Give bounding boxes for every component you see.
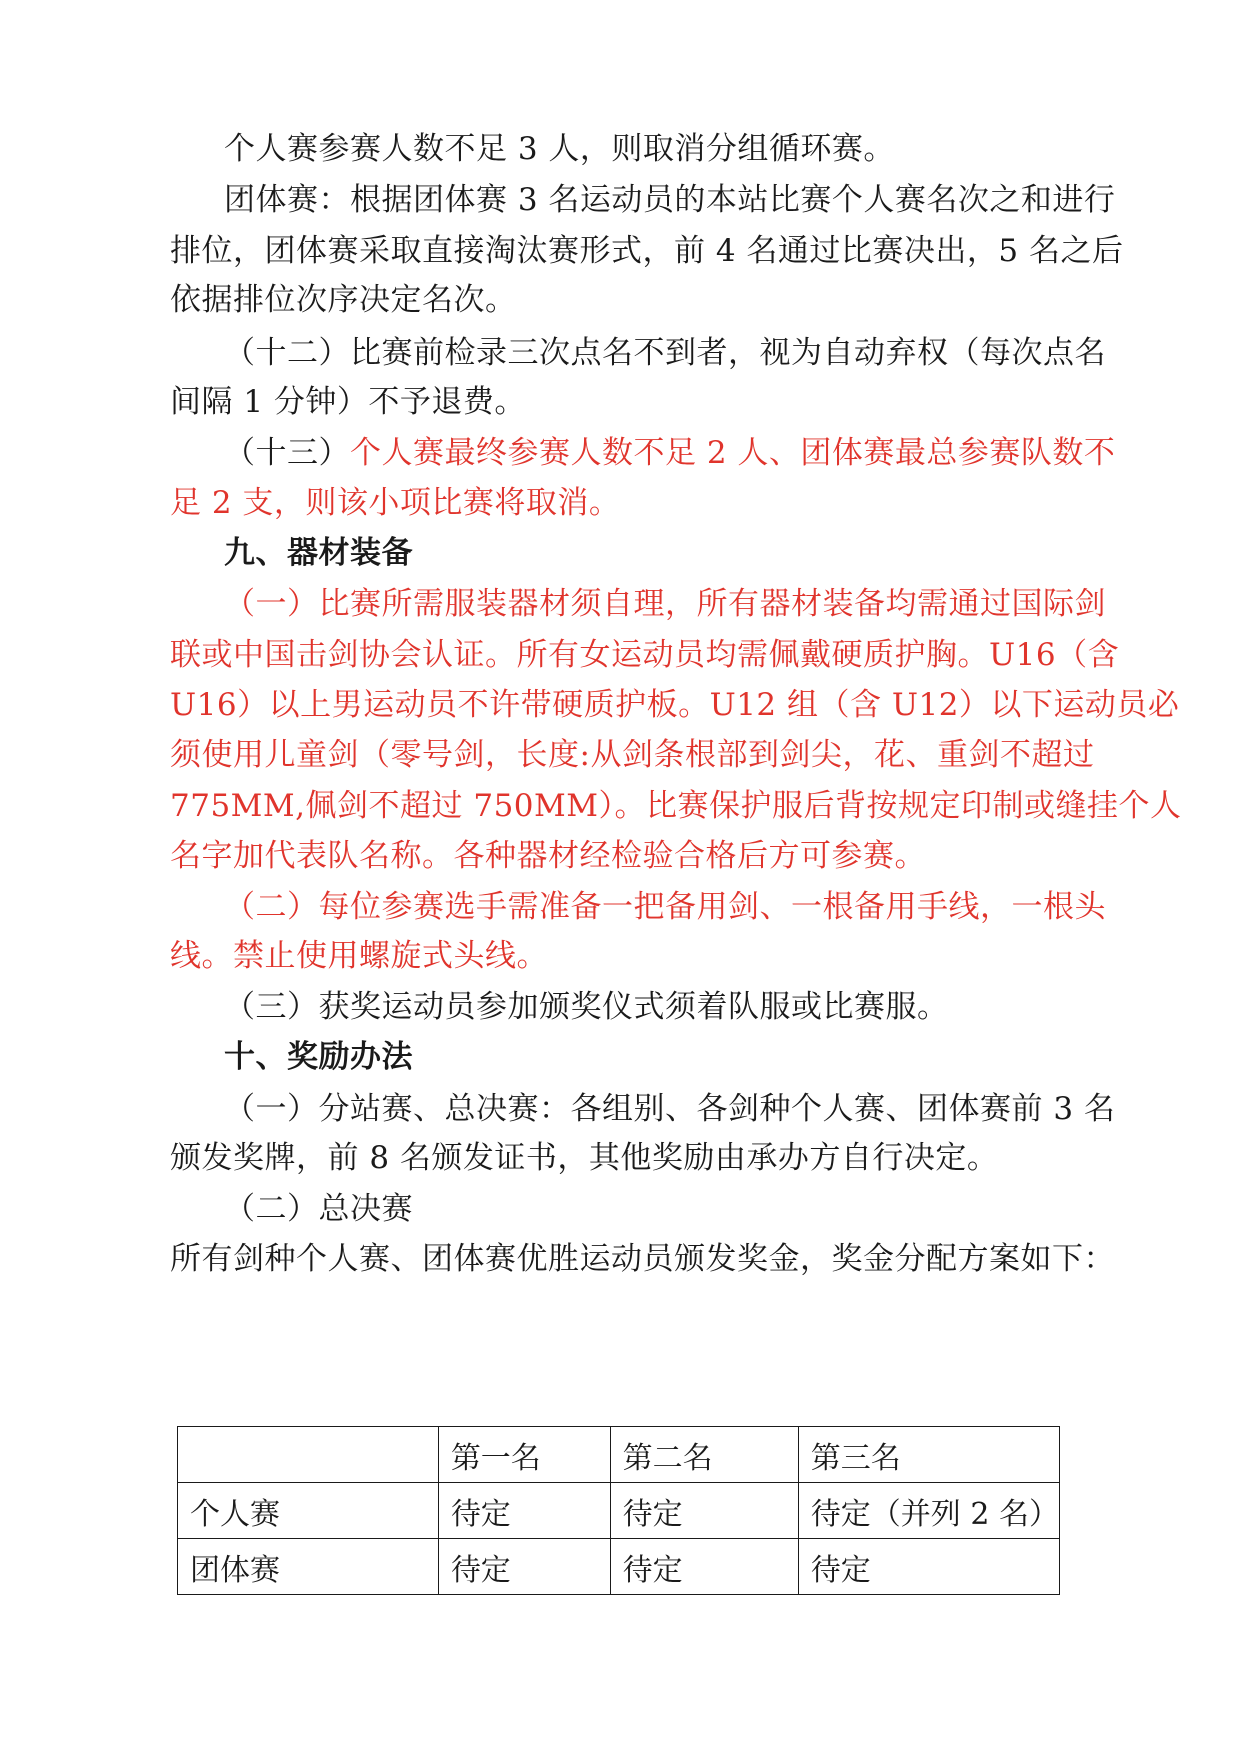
paragraph-equipment-1-line4: 须使用儿童剑（零号剑，长度:从剑条根部到剑尖，花、重剑不超过 [170, 737, 1095, 773]
table-row [178, 1483, 1060, 1539]
table-cell: 待定 [438, 1539, 610, 1595]
paragraph-individual-min: 个人赛参赛人数不足 3 人，则取消分组循环赛。 [224, 131, 895, 167]
paragraph-equipment-1-line2: 联或中国击剑协会认证。所有女运动员均需佩戴硬质护胸。U16（含 [170, 637, 1120, 673]
paragraph-equipment-3: （三）获奖运动员参加颁奖仪式须着队服或比赛服。 [224, 989, 949, 1025]
table-cell: 待定 [610, 1483, 798, 1539]
paragraph-equipment-1-line5: 775MM,佩剑不超过 750MM）。比赛保护服后背按规定印制或缝挂个人 [170, 788, 1182, 824]
paragraph-equipment-1-line3: U16）以上男运动员不许带硬质护板。U12 组（含 U12）以下运动员必 [170, 687, 1180, 723]
paragraph-awards-1-line2: 颁发奖牌，前 8 名颁发证书，其他奖励由承办方自行决定。 [170, 1140, 999, 1176]
paragraph-equipment-1-line6: 名字加代表队名称。各种器材经检验合格后方可参赛。 [170, 838, 926, 874]
table-header-cell: 第二名 [610, 1427, 798, 1483]
paragraph-team-ranking-line1: 团体赛：根据团体赛 3 名运动员的本站比赛个人赛名次之和进行 [224, 182, 1116, 218]
paragraph-item-12-line2: 间隔 1 分钟）不予退费。 [170, 384, 526, 420]
paragraph-team-ranking-line3: 依据排位次序决定名次。 [170, 282, 517, 318]
paragraph-equipment-1-line1: （一）比赛所需服装器材须自理，所有器材装备均需通过国际剑 [224, 586, 1106, 622]
paragraph-item-12-line1: （十二）比赛前检录三次点名不到者，视为自动弃权（每次点名 [224, 335, 1106, 371]
item-13-red-text: 个人赛最终参赛人数不足 2 人、团体赛最总参赛队数不 [350, 435, 1116, 471]
table-row [178, 1539, 1060, 1595]
paragraph-awards-1-line1: （一）分站赛、总决赛：各组别、各剑种个人赛、团体赛前 3 名 [224, 1091, 1116, 1127]
section-heading-equipment: 九、器材装备 [224, 535, 413, 571]
table-header-cell [178, 1427, 439, 1483]
table-cell: 待定 [438, 1483, 610, 1539]
paragraph-prize-intro: 所有剑种个人赛、团体赛优胜运动员颁发奖金，奖金分配方案如下： [170, 1241, 1115, 1277]
paragraph-equipment-2-line2: 线。禁止使用螺旋式头线。 [170, 938, 548, 974]
paragraph-awards-2-heading: （二）总决赛 [224, 1191, 413, 1227]
table-cell: 待定（并列 2 名） [798, 1483, 1059, 1539]
paragraph-team-ranking-line2: 排位，团体赛采取直接淘汰赛形式，前 4 名通过比赛决出，5 名之后 [170, 233, 1124, 269]
table-header-cell: 第一名 [438, 1427, 610, 1483]
table-cell: 个人赛 [178, 1483, 439, 1539]
item-13-prefix: （十三） [224, 435, 350, 471]
table-cell: 待定 [798, 1539, 1059, 1595]
paragraph-equipment-2-line1: （二）每位参赛选手需准备一把备用剑、一根备用手线，一根头 [224, 889, 1106, 925]
section-heading-awards: 十、奖励办法 [224, 1039, 413, 1075]
table-header-cell: 第三名 [798, 1427, 1059, 1483]
table-cell: 团体赛 [178, 1539, 439, 1595]
table-cell: 待定 [610, 1539, 798, 1595]
prize-table [177, 1426, 1060, 1595]
paragraph-item-13-line2: 足 2 支，则该小项比赛将取消。 [170, 485, 621, 521]
table-header-row [178, 1427, 1060, 1483]
paragraph-item-13-line1 [0, 433, 1240, 473]
